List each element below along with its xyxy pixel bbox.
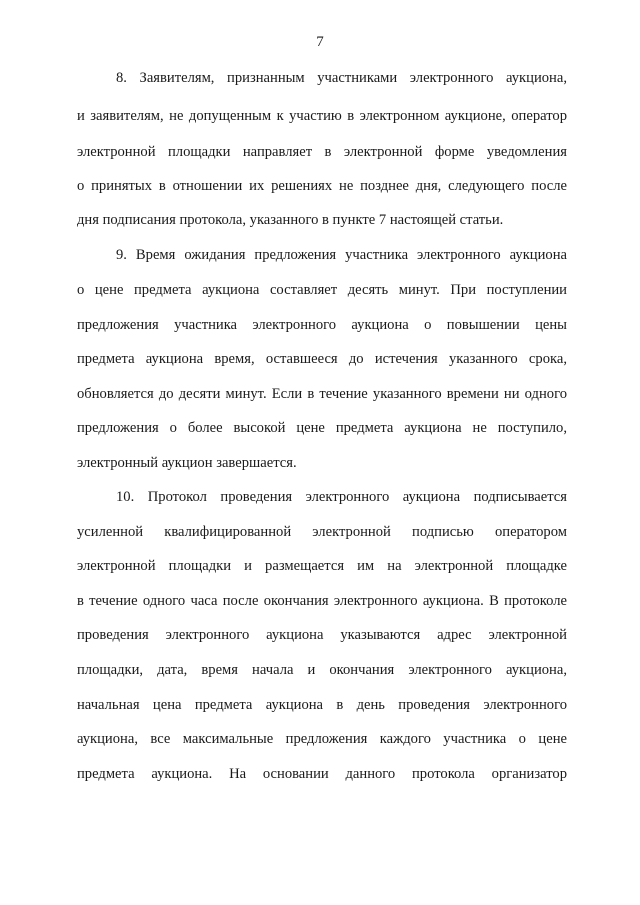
paragraph-9-line-5: обновляется до десяти минут. Если в течение указанного времени ни одного bbox=[77, 386, 567, 402]
paragraph-10-line-9: предмета аукциона. На основании данного протокола организатор bbox=[77, 766, 567, 782]
paragraph-10-line-4: в течение одного часа после окончания электронного аукциона. В протоколе bbox=[77, 593, 567, 609]
paragraph-8-line-2: и заявителям, не допущенным к участию в электронном аукционе, оператор bbox=[77, 108, 567, 124]
paragraph-8-line-5: дня подписания протокола, указанного в пункте 7 настоящей статьи. bbox=[77, 212, 504, 228]
paragraph-9-line-7: электронный аукцион завершается. bbox=[77, 455, 297, 471]
paragraph-9-line-3: предложения участника электронного аукциона о повышении цены bbox=[77, 317, 567, 333]
paragraph-9-line-1: 9. Время ожидания предложения участника электронного аукциона bbox=[116, 247, 567, 263]
paragraph-10-line-8: аукциона, все максимальные предложения каждого участника о цене bbox=[77, 731, 567, 747]
paragraph-10-line-7: начальная цена предмета аукциона в день проведения электронного bbox=[77, 697, 567, 713]
paragraph-9-line-4: предмета аукциона время, оставшееся до истечения указанного срока, bbox=[77, 351, 567, 367]
paragraph-10-line-1: 10. Протокол проведения электронного аукциона подписывается bbox=[116, 489, 567, 505]
paragraph-10-line-5: проведения электронного аукциона указываются адрес электронной bbox=[77, 627, 567, 643]
paragraph-9-line-6: предложения о более высокой цене предмета аукциона не поступило, bbox=[77, 420, 567, 436]
paragraph-10-line-3: электронной площадки и размещается им на электронной площадке bbox=[77, 558, 567, 574]
paragraph-8-line-1: 8. Заявителям, признанным участниками электронного аукциона, bbox=[116, 70, 567, 86]
paragraph-9-line-2: о цене предмета аукциона составляет десять минут. При поступлении bbox=[77, 282, 567, 298]
paragraph-8-line-3: электронной площадки направляет в электронной форме уведомления bbox=[77, 144, 567, 160]
paragraph-8-line-4: о принятых в отношении их решениях не позднее дня, следующего после bbox=[77, 178, 567, 194]
page-number: 7 bbox=[316, 34, 324, 50]
paragraph-10-line-2: усиленной квалифицированной электронной подписью оператором bbox=[77, 524, 567, 540]
paragraph-10-line-6: площадки, дата, время начала и окончания электронного аукциона, bbox=[77, 662, 567, 678]
